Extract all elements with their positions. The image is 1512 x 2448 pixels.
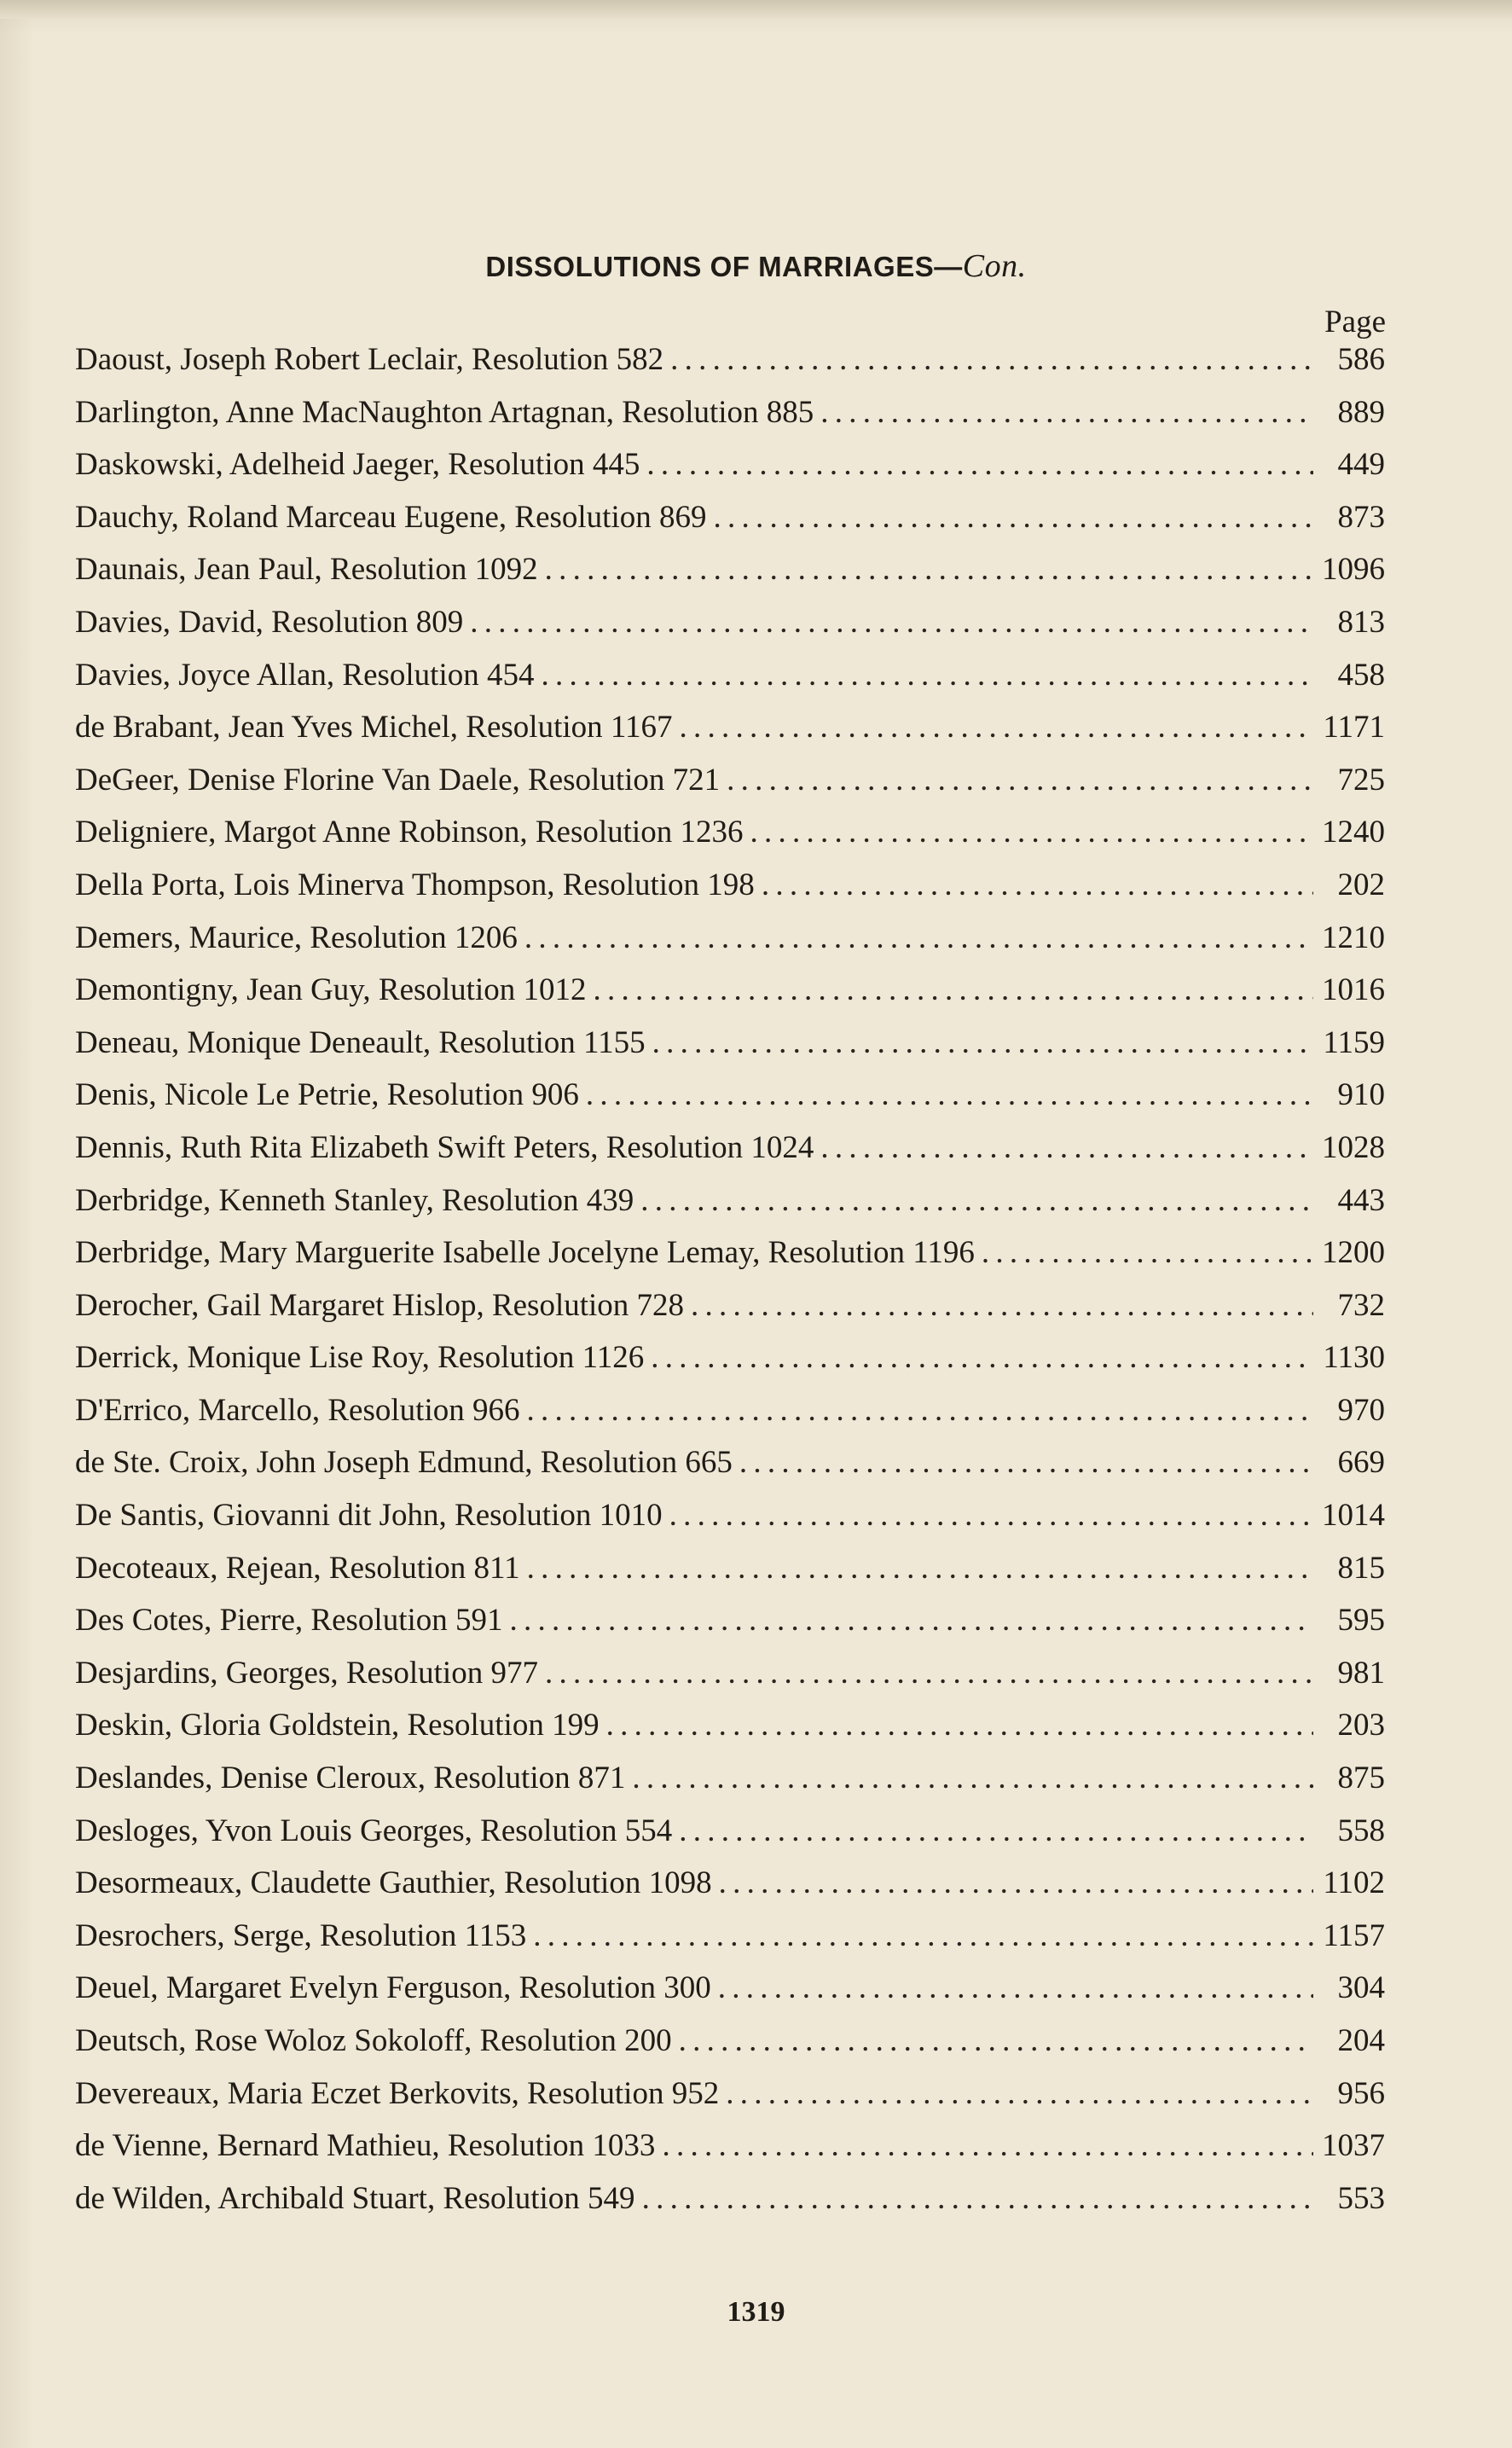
entry-page-number: 1016 [1322, 972, 1385, 1008]
dot-leader [526, 1392, 1313, 1429]
dot-leader [739, 1444, 1313, 1481]
index-entry [75, 1865, 1385, 1917]
entry-name: Davies, Joyce Allan, Resolution 454 [75, 657, 535, 693]
entry-name: Devereaux, Maria Eczet Berkovits, Resolution 952 [75, 2075, 720, 2111]
entry-name: de Ste. Croix, John Joseph Edmund, Resolution 665 [75, 1445, 733, 1481]
entry-page-number: 813 [1337, 604, 1385, 640]
page-top-edge [0, 0, 1512, 19]
index-entry [75, 1076, 1385, 1129]
entry-name: Deskin, Gloria Goldstein, Resolution 199 [75, 1708, 600, 1743]
entry-name: Della Porta, Lois Minerva Thompson, Resolution 198 [75, 867, 755, 902]
entry-name: Denis, Nicole Le Petrie, Resolution 906 [75, 1077, 579, 1113]
entry-name: Daskowski, Adelheid Jaeger, Resolution 445 [75, 447, 640, 483]
dot-leader [652, 1024, 1313, 1061]
entry-name: Darlington, Anne MacNaughton Artagnan, Resolution 885 [75, 394, 814, 430]
entry-name: Decoteaux, Rejean, Resolution 811 [75, 1550, 520, 1586]
entry-page-number: 1037 [1322, 2128, 1385, 2164]
index-entry [75, 2075, 1385, 2128]
index-entry [75, 657, 1385, 710]
entry-name: de Wilden, Archibald Stuart, Resolution 549 [75, 2180, 635, 2216]
entry-page-number: 815 [1337, 1550, 1385, 1586]
entry-name: Davies, David, Resolution 809 [75, 604, 464, 640]
entry-name: Derrick, Monique Lise Roy, Resolution 1126 [75, 1340, 645, 1376]
index-entry [75, 1024, 1385, 1077]
section-title: DISSOLUTIONS OF MARRIAGES— [485, 251, 963, 282]
dot-leader [533, 1917, 1313, 1954]
entry-page-number: 1210 [1322, 919, 1385, 955]
entry-name: Deneau, Monique Deneault, Resolution 1155 [75, 1024, 646, 1060]
entry-page-number: 1014 [1322, 1498, 1385, 1534]
entry-page-number: 981 [1337, 1655, 1385, 1691]
entry-name: Desrochers, Serge, Resolution 1153 [75, 1917, 527, 1953]
index-entry [75, 2022, 1385, 2075]
index-entry [75, 1182, 1385, 1235]
dot-leader [762, 867, 1313, 903]
entry-page-number: 1200 [1322, 1235, 1385, 1271]
dot-leader [691, 1287, 1313, 1324]
index-entry [75, 1129, 1385, 1182]
index-entry [75, 1392, 1385, 1445]
entry-page-number: 873 [1337, 499, 1385, 535]
entry-page-number: 1130 [1323, 1340, 1385, 1376]
index-entry [75, 2180, 1385, 2233]
index-entry [75, 499, 1385, 552]
index-entry [75, 1339, 1385, 1392]
dot-leader [527, 1550, 1313, 1587]
entry-name: Dauchy, Roland Marceau Eugene, Resolution 869 [75, 499, 707, 535]
dot-leader [820, 1129, 1313, 1166]
entry-name: De Santis, Giovanni dit John, Resolution 1010 [75, 1498, 663, 1534]
dot-leader [545, 1655, 1313, 1691]
entry-name: de Vienne, Bernard Mathieu, Resolution 1033 [75, 2128, 656, 2164]
entry-name: Deligniere, Margot Anne Robinson, Resolution 1236 [75, 815, 744, 850]
entry-page-number: 1159 [1323, 1024, 1385, 1060]
dot-leader [719, 1865, 1313, 1901]
entry-page-number: 1102 [1323, 1865, 1385, 1901]
entry-name: Derbridge, Kenneth Stanley, Resolution 439 [75, 1182, 634, 1218]
dot-leader [510, 1602, 1313, 1639]
index-entry [75, 2127, 1385, 2180]
dot-leader [542, 657, 1314, 693]
index-entry [75, 972, 1385, 1024]
entry-page-number: 732 [1337, 1287, 1385, 1323]
entry-name: Demers, Maurice, Resolution 1206 [75, 919, 518, 955]
dot-leader [750, 814, 1313, 850]
entry-name: Daoust, Joseph Robert Leclair, Resolution 582 [75, 342, 664, 377]
index-entry [75, 1760, 1385, 1813]
dot-leader [651, 1339, 1313, 1376]
dot-leader [982, 1234, 1313, 1271]
dot-leader [524, 919, 1313, 956]
index-entry [75, 919, 1385, 972]
entry-page-number: 1171 [1323, 710, 1385, 745]
dot-leader [669, 1497, 1313, 1534]
dot-leader [586, 1076, 1313, 1113]
index-entry [75, 1917, 1385, 1970]
index-entry [75, 1707, 1385, 1760]
entry-name: Derocher, Gail Margaret Hislop, Resolution 728 [75, 1287, 685, 1323]
dot-leader [470, 604, 1313, 641]
index-entry [75, 814, 1385, 867]
entry-page-number: 202 [1337, 867, 1385, 902]
entry-name: Desjardins, Georges, Resolution 977 [75, 1655, 538, 1691]
index-entry [75, 551, 1385, 604]
entry-page-number: 586 [1337, 342, 1385, 377]
entry-page-number: 304 [1337, 1970, 1385, 2006]
index-entry [75, 762, 1385, 815]
index-entry [75, 341, 1385, 394]
dot-leader [679, 1813, 1313, 1849]
entry-page-number: 1240 [1322, 815, 1385, 850]
dot-leader [727, 762, 1313, 798]
index-entry [75, 1969, 1385, 2022]
section-title-suffix: Con. [962, 248, 1027, 284]
dot-leader [680, 709, 1313, 745]
entry-page-number: 970 [1337, 1392, 1385, 1428]
entry-name: Dennis, Ruth Rita Elizabeth Swift Peters, Resolution 1024 [75, 1129, 814, 1165]
index-entry [75, 1234, 1385, 1287]
entry-page-number: 449 [1337, 447, 1385, 483]
entry-name: Des Cotes, Pierre, Resolution 591 [75, 1603, 503, 1639]
entry-page-number: 595 [1337, 1603, 1385, 1639]
page-number: 1319 [727, 2296, 785, 2328]
dot-leader [632, 1760, 1313, 1796]
entry-name: DeGeer, Denise Florine Van Daele, Resolution 721 [75, 762, 721, 798]
dot-leader [820, 394, 1313, 431]
entry-page-number: 889 [1337, 394, 1385, 430]
entry-page-number: 1096 [1322, 552, 1385, 588]
entry-name: Daunais, Jean Paul, Resolution 1092 [75, 552, 538, 588]
dot-leader [662, 2127, 1313, 2164]
index-entry-list [75, 341, 1385, 2232]
entry-page-number: 875 [1337, 1761, 1385, 1796]
index-entry [75, 1287, 1385, 1340]
dot-leader [646, 446, 1313, 483]
dot-leader [714, 499, 1314, 536]
index-entry [75, 1602, 1385, 1655]
entry-page-number: 956 [1337, 2075, 1385, 2111]
dot-leader [726, 2075, 1313, 2112]
index-entry [75, 1497, 1385, 1550]
dot-leader [640, 1182, 1313, 1219]
entry-page-number: 443 [1337, 1182, 1385, 1218]
entry-page-number: 458 [1337, 657, 1385, 693]
dot-leader [606, 1707, 1313, 1743]
section-heading [0, 247, 1512, 285]
index-entry [75, 1813, 1385, 1865]
index-entry [75, 394, 1385, 447]
index-entry [75, 1550, 1385, 1603]
entry-page-number: 1157 [1323, 1917, 1385, 1953]
entry-page-number: 558 [1337, 1813, 1385, 1848]
index-entry [75, 867, 1385, 919]
dot-leader [670, 341, 1313, 378]
entry-name: Deuel, Margaret Evelyn Ferguson, Resolution 300 [75, 1970, 711, 2006]
index-entry [75, 1444, 1385, 1497]
entry-page-number: 203 [1337, 1708, 1385, 1743]
entry-name: Demontigny, Jean Guy, Resolution 1012 [75, 972, 587, 1008]
entry-page-number: 725 [1337, 762, 1385, 798]
dot-leader [642, 2180, 1313, 2217]
entry-name: Desormeaux, Claudette Gauthier, Resolution 1098 [75, 1865, 712, 1901]
entry-page-number: 669 [1337, 1445, 1385, 1481]
dot-leader [545, 551, 1313, 588]
entry-name: Desloges, Yvon Louis Georges, Resolution 554 [75, 1813, 673, 1848]
entry-page-number: 553 [1337, 2180, 1385, 2216]
dot-leader [593, 972, 1313, 1008]
entry-name: Deslandes, Denise Cleroux, Resolution 871 [75, 1761, 626, 1796]
entry-name: Deutsch, Rose Woloz Sokoloff, Resolution 200 [75, 2023, 672, 2058]
index-entry [75, 709, 1385, 762]
index-entry [75, 604, 1385, 657]
index-entry [75, 1655, 1385, 1708]
entry-page-number: 204 [1337, 2023, 1385, 2058]
entry-page-number: 1028 [1322, 1129, 1385, 1165]
entry-name: de Brabant, Jean Yves Michel, Resolution 1167 [75, 710, 673, 745]
entry-page-number: 910 [1337, 1077, 1385, 1113]
entry-name: D'Errico, Marcello, Resolution 966 [75, 1392, 520, 1428]
index-entry [75, 446, 1385, 499]
page-column-header: Page [1324, 305, 1386, 339]
dot-leader [679, 2022, 1313, 2059]
entry-name: Derbridge, Mary Marguerite Isabelle Jocelyne Lemay, Resolution 1196 [75, 1235, 975, 1271]
dot-leader [718, 1969, 1313, 2006]
